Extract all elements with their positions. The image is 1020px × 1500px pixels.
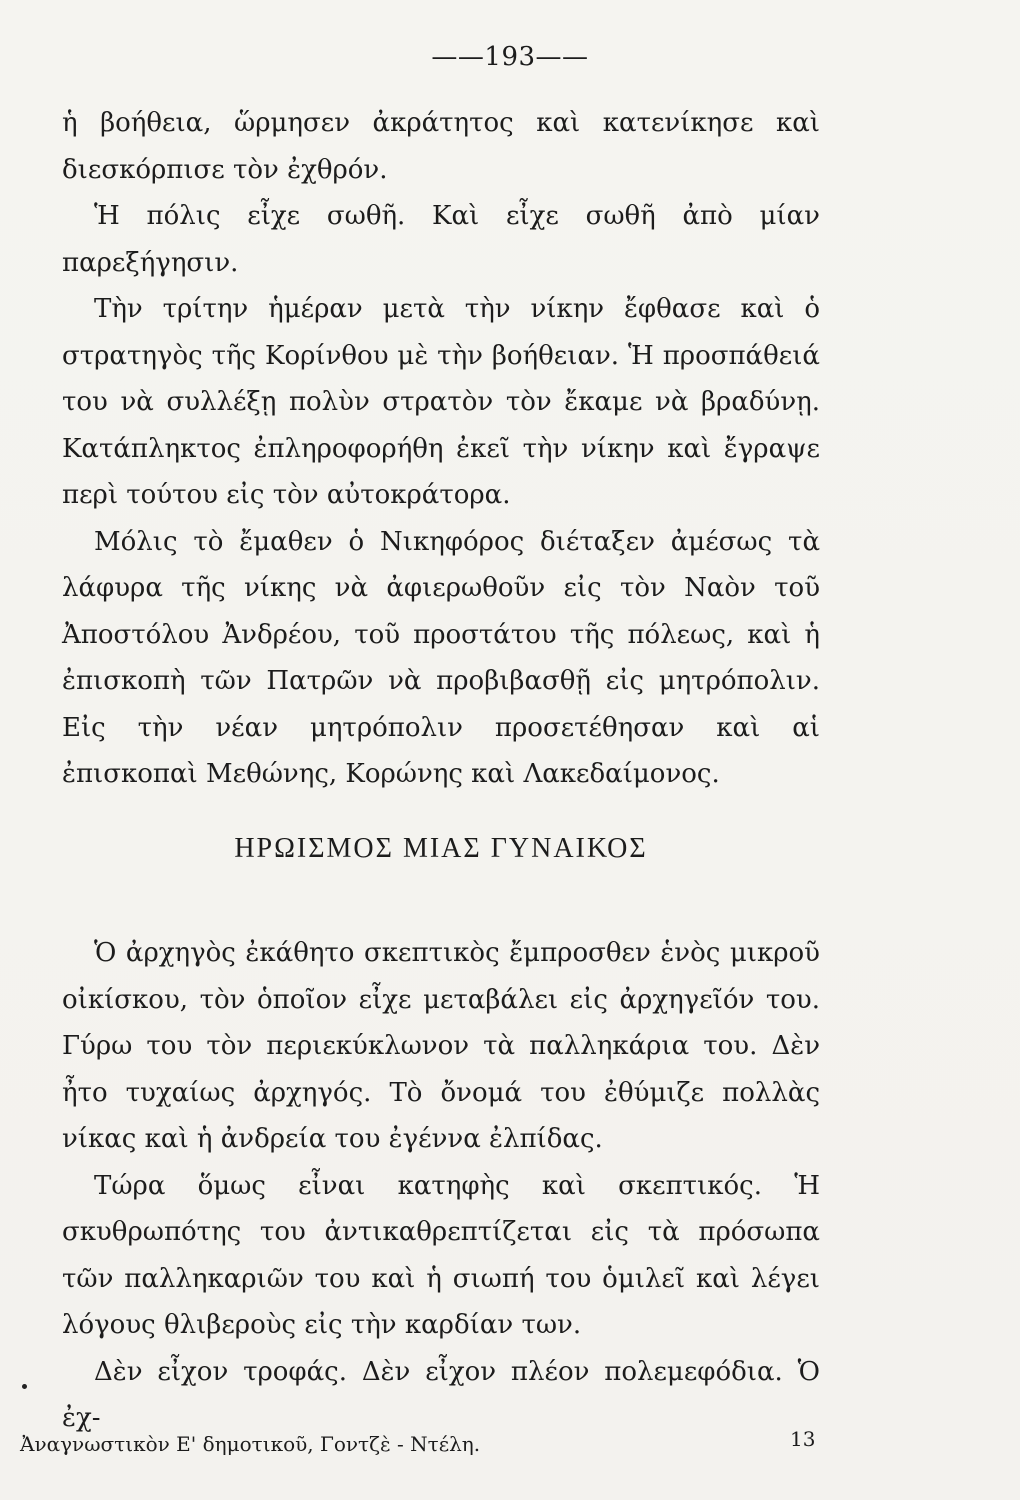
paragraph: Δὲν εἶχον τροφάς. Δὲν εἶχον πλέον πολεμεφόδια. Ὁ ἐχ-: [62, 1356, 820, 1433]
footer-signature-mark: 13: [790, 1427, 816, 1451]
text-block-bottom: [62, 930, 820, 1442]
paragraph: Τὴν τρίτην ἡμέραν μετὰ τὴν νίκην ἔφθασε καὶ ὁ στρατηγὸς τῆς Κορίνθου μὲ τὴν βοήθειαν. Ἡ προσπάθειά του νὰ συλλέξῃ πολὺν στρατὸν τὸν ἔκαμε νὰ βραδύνῃ. Κατάπληκτος ἐπληροφορήθη ἐκεῖ τὴν νίκην καὶ ἔγραψε περὶ τούτου εἰς τὸν αὐτοκράτορα.: [62, 294, 820, 510]
paragraph: Τώρα ὅμως εἶναι κατηφὴς καὶ σκεπτικός. Ἡ σκυθρωπότης του ἀντικαθρεπτίζεται εἰς τὰ πρόσωπα τῶν παλληκαριῶν του καὶ ἡ σιωπή του ὁμιλεῖ καὶ λέγει λόγους θλιβεροὺς εἰς τὴν καρδίαν των.: [62, 1170, 820, 1340]
paragraph: Ὁ ἀρχηγὸς ἐκάθητο σκεπτικὸς ἔμπροσθεν ἑνὸς μικροῦ οἰκίσκου, τὸν ὁποῖον εἶχε μεταβάλει εἰς ἀρχηγεῖόν του. Γύρω του τὸν περιεκύκλωνον τὰ παλληκάρια του. Δὲν ἦτο τυχαίως ἀρχηγός. Τὸ ὄνομά του ἐθύμιζε πολλὰς νίκας καὶ ἡ ἀνδρεία του ἐγέννα ἐλπίδας.: [62, 938, 820, 1154]
text-block-top: [62, 100, 820, 798]
section-title: ΗΡΩΙΣΜΟΣ ΜΙΑΣ ΓΥΝΑΙΚΟΣ: [234, 833, 648, 864]
paragraph: Ἡ πόλις εἶχε σωθῆ. Καὶ εἶχε σωθῆ ἀπὸ μίαν παρεξήγησιν.: [62, 201, 820, 278]
footer-book-title: Ἀναγνωστικὸν Ε' δημοτικοῦ, Γοντζὲ - Ντέλη.: [20, 1432, 481, 1456]
paragraph: ἡ βοήθεια, ὥρμησεν ἀκράτητος καὶ κατενίκησε καὶ διεσκόρπισε τὸν ἐχθρόν.: [62, 108, 820, 185]
paragraph: Μόλις τὸ ἔμαθεν ὁ Νικηφόρος διέταξεν ἀμέσως τὰ λάφυρα τῆς νίκης νὰ ἀφιερωθοῦν εἰς τὸν Ναὸν τοῦ Ἀποστόλου Ἀνδρέου, τοῦ προστάτου τῆς πόλεως, καὶ ἡ ἐπισκοπὴ τῶν Πατρῶν νὰ προβιβασθῇ εἰς μητρόπολιν. Εἰς τὴν νέαν μητρόπολιν προσετέθησαν καὶ αἱ ἐπισκοπαὶ Μεθώνης, Κορώνης καὶ Λακεδαίμονος.: [62, 526, 820, 789]
printer-dot-mark: [22, 1384, 27, 1389]
page-number: ——193——: [431, 42, 589, 72]
